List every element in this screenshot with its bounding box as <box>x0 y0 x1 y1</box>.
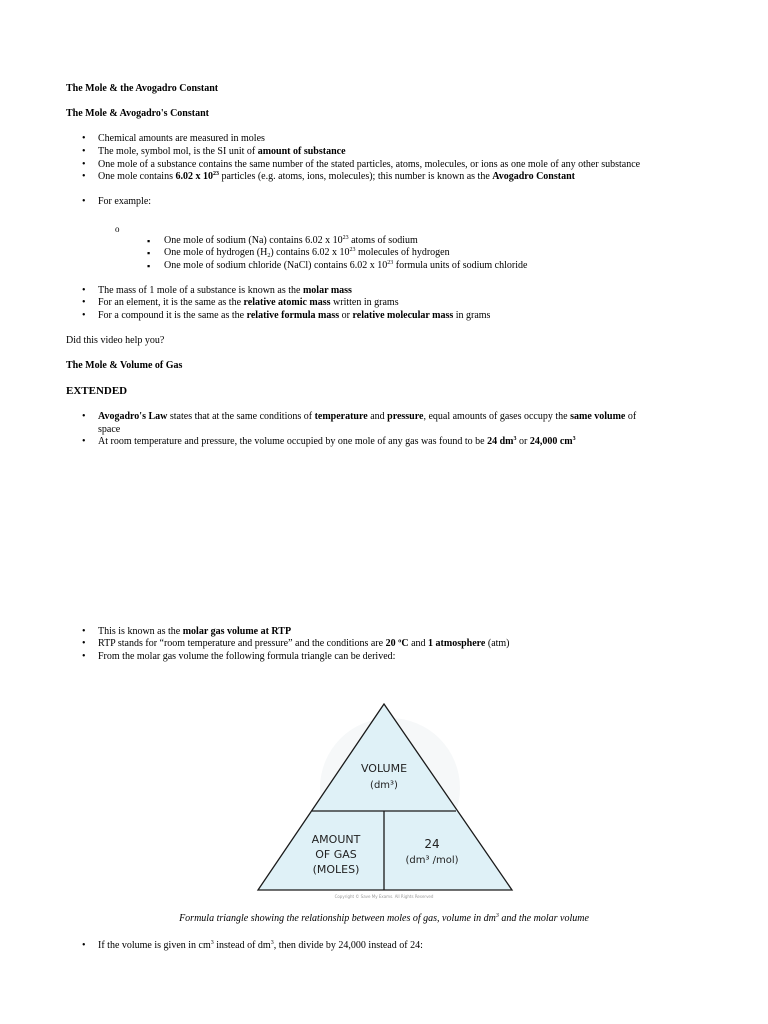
list-item-continuation <box>98 424 120 436</box>
superscript: 23 <box>342 235 349 241</box>
list-item-text: (atm) <box>485 638 510 649</box>
list-item <box>98 171 575 183</box>
list-item-text: in grams <box>453 310 491 321</box>
bold-term: molar mass <box>302 285 352 296</box>
bold-term: 6.02 x 10 <box>175 171 213 182</box>
list-item-text: or <box>339 310 353 321</box>
superscript: 3 <box>513 436 517 442</box>
superscript: 3 <box>210 940 214 946</box>
extended-label: EXTENDED <box>66 385 128 397</box>
list-item-text: or <box>516 436 530 447</box>
list-item <box>98 940 423 952</box>
list-item-text: One mole contains <box>98 171 176 182</box>
bold-term: 24 dm <box>487 436 514 447</box>
figure-caption <box>0 913 768 925</box>
copyright-text: Copyright © Save My Exams. All Rights Reserved <box>334 894 434 899</box>
list-item <box>98 651 395 663</box>
list-item-text: of <box>625 411 637 422</box>
example-text: atoms of sodium <box>348 235 418 246</box>
example-text: One mole of hydrogen (H <box>164 247 268 258</box>
bold-term: Avogadro Constant <box>492 171 575 182</box>
list-item-text: At room temperature and pressure, the volume occupied by one mole of any gas was found to be <box>98 436 488 447</box>
volume-label: VOLUME <box>360 762 408 775</box>
list-item-text: , equal amounts of gases occupy the <box>423 411 571 422</box>
bold-term: relative molecular mass <box>352 310 454 321</box>
bold-term: amount of substance <box>257 146 346 157</box>
triangle-outline <box>258 704 512 890</box>
list-item-text: space <box>98 424 121 435</box>
bold-term: 24,000 cm <box>529 436 573 447</box>
superscript: 23 <box>349 247 356 253</box>
list-item <box>98 638 510 650</box>
amount-label-line1: AMOUNT <box>311 833 361 846</box>
example-text: formula units of sodium chloride <box>393 260 528 271</box>
amount-label-line2: OF GAS <box>315 848 357 861</box>
list-item <box>98 133 265 145</box>
list-item <box>98 297 399 309</box>
bold-term: relative formula mass <box>246 310 340 321</box>
example-text: molecules of hydrogen <box>355 247 450 258</box>
example-text: ) contains 6.02 x 10 <box>270 247 350 258</box>
list-item-text: states that at the same conditions of <box>167 411 315 422</box>
list-item-text: If the volume is given in cm <box>98 940 211 951</box>
list-item <box>98 196 151 208</box>
example-item <box>164 260 527 272</box>
list-item-text: The mole, symbol mol, is the SI unit of <box>98 146 258 157</box>
list-item-text: For an element, it is the same as the <box>98 297 244 308</box>
list-item <box>98 285 352 297</box>
list-item <box>98 159 640 171</box>
list-item-text: From the molar gas volume the following formula triangle can be derived: <box>98 651 396 662</box>
list-item <box>98 146 346 158</box>
list-item-text: RTP stands for “room temperature and pressure” and the conditions are <box>98 638 386 649</box>
volume-unit: (dm³) <box>370 780 398 791</box>
molar-volume-unit: (dm³ /mol) <box>405 855 459 866</box>
example-item <box>164 247 450 259</box>
list-item-text: This is known as the <box>98 626 183 637</box>
list-item <box>98 626 291 638</box>
list-item-text: Chemical amounts are measured in moles <box>98 133 265 144</box>
list-item-text: One mole of a substance contains the same number of the stated particles, atoms, molecules, or ions as one mole of any other substance <box>98 159 641 170</box>
list-item <box>98 310 490 322</box>
subscript: 2 <box>267 253 271 259</box>
caption-text: Formula triangle showing the relationship between moles of gas, volume in dm <box>179 913 496 924</box>
bold-term: same volume <box>570 411 626 422</box>
formula-triangle <box>250 698 520 903</box>
list-item <box>98 411 636 423</box>
superscript: 23 <box>387 260 394 266</box>
bold-term: molar gas volume at RTP <box>182 626 292 637</box>
list-item <box>98 436 576 448</box>
bold-term: relative atomic mass <box>243 297 331 308</box>
bold-term: temperature <box>314 411 368 422</box>
caption-text: and the molar volume <box>498 913 589 924</box>
circle-bullet: o <box>115 224 120 234</box>
bold-term: pressure <box>387 411 424 422</box>
bold-term: 1 atmosphere <box>428 638 486 649</box>
superscript: 3 <box>495 913 499 919</box>
example-item <box>164 235 418 247</box>
video-help-text: Did this video help you? <box>66 335 165 346</box>
example-text: One mole of sodium chloride (NaCl) contains 6.02 x 10 <box>164 260 388 271</box>
list-item-text: and <box>367 411 388 422</box>
molar-volume-value: 24 <box>424 837 440 851</box>
list-item-text: For example: <box>98 196 152 207</box>
list-item-text: and <box>408 638 429 649</box>
list-item-text: instead of dm <box>213 940 271 951</box>
superscript: 3 <box>270 940 274 946</box>
section-heading-avogadro: The Mole & Avogadro's Constant <box>66 108 209 119</box>
example-text: One mole of sodium (Na) contains 6.02 x 10 <box>164 235 343 246</box>
list-item-text: For a compound it is the same as the <box>98 310 247 321</box>
superscript: 23 <box>212 171 219 177</box>
bold-term: Avogadro's Law <box>98 411 168 422</box>
amount-label-line3: (MOLES) <box>312 863 360 876</box>
bold-term: 20 ºC <box>385 638 409 649</box>
section-heading-volume: The Mole & Volume of Gas <box>66 360 183 371</box>
list-item-text: written in grams <box>330 297 399 308</box>
list-item-text: particles (e.g. atoms, ions, molecules); this number is known as the <box>218 171 493 182</box>
superscript: 3 <box>572 436 576 442</box>
list-item-text: , then divide by 24,000 instead of 24: <box>273 940 423 951</box>
list-item-text: The mass of 1 mole of a substance is known as the <box>98 285 303 296</box>
title-heading: The Mole & the Avogadro Constant <box>66 83 219 94</box>
